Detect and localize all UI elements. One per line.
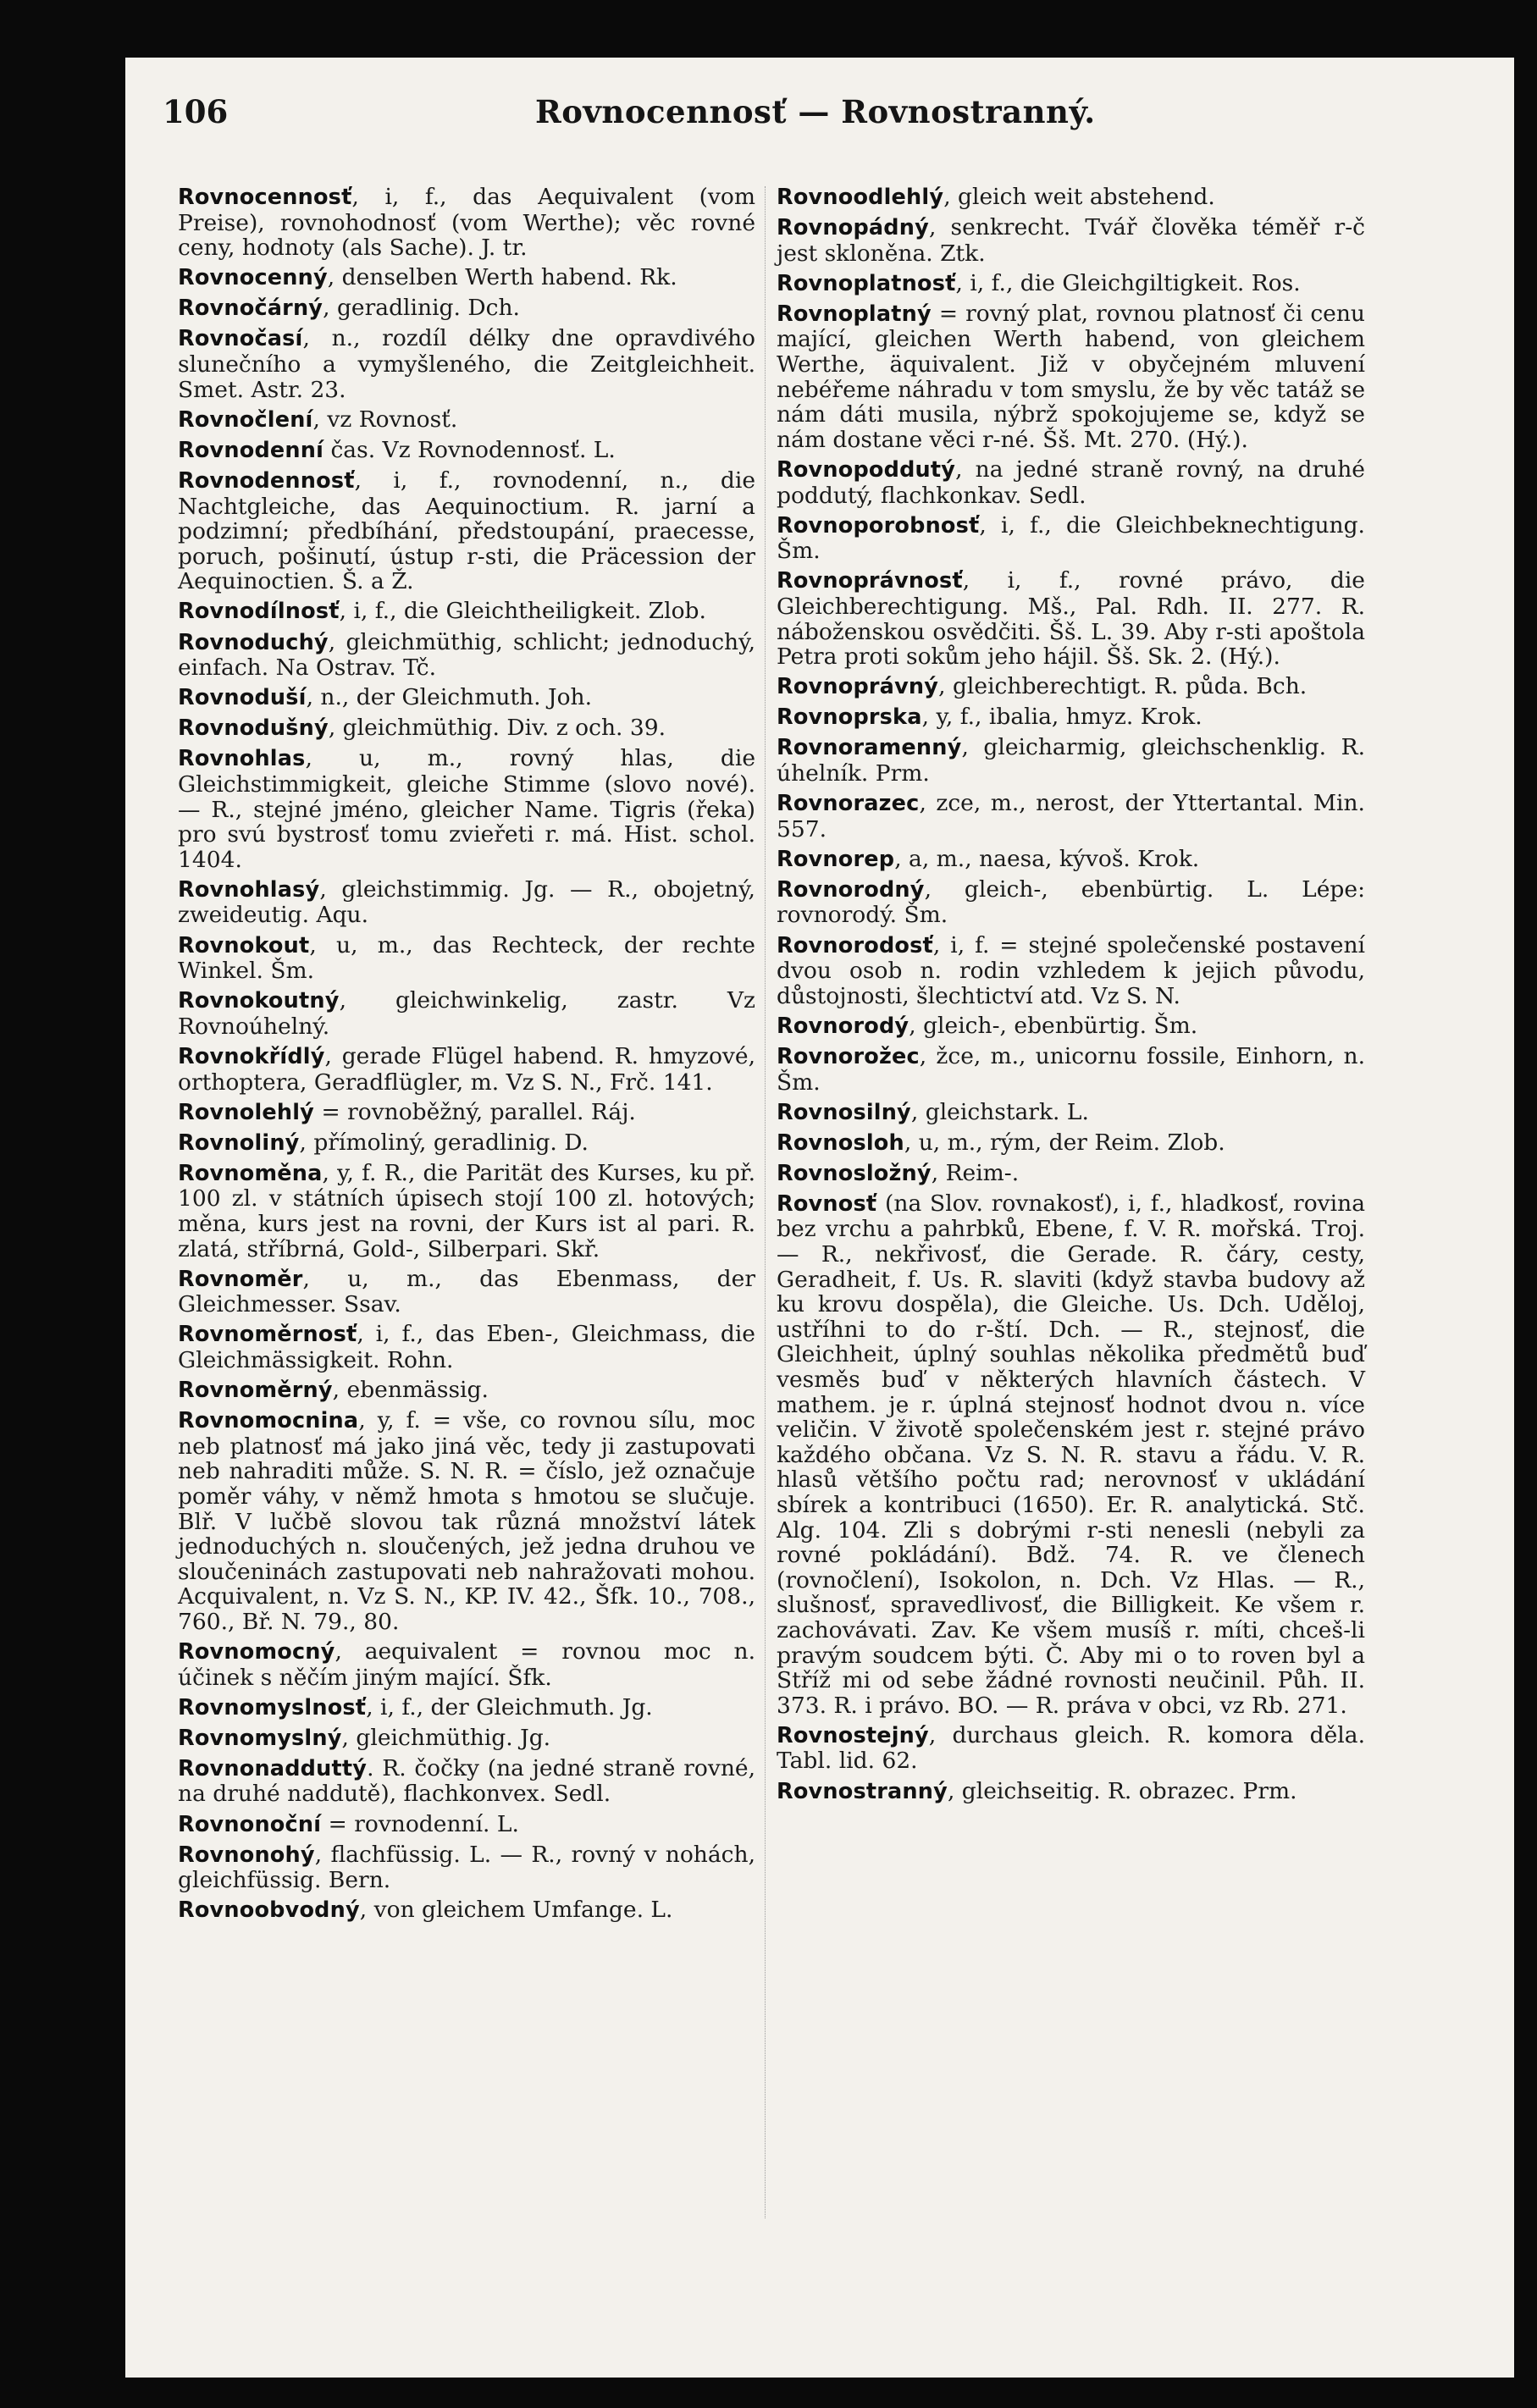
entry-headword: Rovnoprska <box>777 704 922 731</box>
dictionary-entry <box>777 271 1365 297</box>
dictionary-entry <box>777 1044 1365 1095</box>
entry-definition: , gleichmüthig. Jg. <box>341 1724 551 1751</box>
entry-headword: Rovnosložný <box>777 1160 932 1186</box>
entry-definition: , i, f., die Gleichtheiligkeit. Zlob. <box>339 598 706 625</box>
dictionary-entry <box>777 185 1365 211</box>
dictionary-entry <box>178 1378 755 1404</box>
dictionary-entry <box>178 185 755 261</box>
entry-definition: , i, f., rovnodenní, n., die Nachtgleiche, das Aequinoctium. R. jarní a podzimní; předbíhání, předstoupání, praecesse, poruch, pošinutí, ústup r-sti, die Präcession der Aequinoctien. Š. a Ž. <box>178 467 755 595</box>
entry-definition: , vz Rovnosť. <box>312 406 458 433</box>
dictionary-entry <box>178 685 755 711</box>
entry-definition: , zce, m., nerost, der Yttertantal. Min. 557. <box>777 790 1365 842</box>
entry-headword: Rovnorodosť <box>777 932 933 958</box>
dictionary-entry <box>178 1267 755 1317</box>
dictionary-entry <box>178 326 755 402</box>
dictionary-entry <box>777 791 1365 842</box>
dictionary-entry <box>178 1695 755 1721</box>
dictionary-entry <box>178 1842 755 1893</box>
dictionary-entry <box>178 265 755 291</box>
entry-headword: Rovnorožec <box>777 1043 920 1069</box>
entry-definition: , přímoliný, geradlinig. D. <box>299 1129 589 1156</box>
entry-definition: , i, f., der Gleichmuth. Jg. <box>366 1693 653 1720</box>
entry-headword: Rovnorodý <box>777 1013 909 1039</box>
entry-headword: Rovnoprávnosť <box>777 568 963 594</box>
dictionary-entry <box>178 1639 755 1690</box>
entry-definition: , flachfüssig. L. — R., rovný v nohách, gleichfüssig. Bern. <box>178 1841 755 1894</box>
entry-definition: , žce, m., unicornu fossile, Einhorn, n. Šm. <box>777 1042 1365 1096</box>
entry-headword: Rovnoplatnosť <box>777 270 956 296</box>
entry-headword: Rovnoprávný <box>777 674 939 700</box>
entry-headword: Rovnočasí <box>178 326 303 352</box>
entry-definition: , i, f., das Eben-, Gleichmass, die Gleichmässigkeit. Rohn. <box>178 1321 755 1373</box>
entry-headword: Rovnoobvodný <box>178 1897 360 1924</box>
dictionary-entry <box>777 1779 1365 1805</box>
entry-headword: Rovnocennosť <box>178 185 352 210</box>
dictionary-entry <box>777 735 1365 786</box>
dictionary-entry <box>777 215 1365 266</box>
entry-definition: , gleich weit abstehend. <box>943 184 1215 210</box>
entry-headword: Rovnočárný <box>178 295 323 322</box>
dictionary-entry <box>777 877 1365 928</box>
dictionary-entry <box>777 1191 1365 1718</box>
entry-headword: Rovnoměrnosť <box>178 1322 357 1348</box>
entry-headword: Rovnokout <box>178 932 310 958</box>
dictionary-entry <box>178 599 755 625</box>
entry-definition: , i, f., die Gleichbeknechtigung. Šm. <box>777 511 1365 565</box>
entry-headword: Rovnostranný <box>777 1778 948 1804</box>
dictionary-entry <box>178 1044 755 1095</box>
dictionary-entry <box>178 988 755 1039</box>
entry-headword: Rovnoliný <box>178 1129 300 1156</box>
entry-headword: Rovnokřídlý <box>178 1043 325 1069</box>
entry-definition: , n., der Gleichmuth. Joh. <box>306 684 593 711</box>
entry-headword: Rovnodenní <box>178 437 324 463</box>
entry-headword: Rovnokoutný <box>178 988 340 1014</box>
entry-headword: Rovnomyslný <box>178 1725 342 1751</box>
entry-headword: Rovnonadduttý <box>178 1755 368 1781</box>
entry-headword: Rovnosloh <box>777 1129 904 1156</box>
entry-definition: = rovný plat, rovnou platnosť či cenu mající, gleichen Werth habend, von gleichem Werthe, äquivalent. Již v obyčejném mluvení nebéřeme náhradu v tom smyslu, že by věc tatáž se nám dáti musila, nýbrž spokojujeme se, když se nám dostane věci r-né. Šš. Mt. 270. (Hý.). <box>777 300 1365 453</box>
entry-definition: = rovnoběžný, parallel. Ráj. <box>314 1098 636 1125</box>
dictionary-entry <box>777 1013 1365 1040</box>
dictionary-entry <box>777 847 1365 873</box>
dictionary-entry <box>178 746 755 872</box>
entry-definition: , ebenmässig. <box>332 1377 489 1404</box>
right-column <box>777 185 1365 1809</box>
entry-headword: Rovnoramenný <box>777 735 962 761</box>
entry-definition: (na Slov. rovnakosť), i, f., hladkosť, rovina bez vrchu a pahrbků, Ebene, f. V. R. mořská. Troj. — R., nekřivosť, die Gerade. R. čáry, cesty, Geradheit, f. Us. R. slaviti (když stavba budovy až ku krovu dospěla), die Gleiche. Us. Dch. Uděloj, ustříhni to do r-ští. Dch. — R., stejnosť, die Gleichheit, úplný souhlas několika předmětů buď vesměs buď v některých hlavních částech. V mathem. je r. úplná stejnosť hodnot dvou n. více veličin. V životě společenském jest r. stejné právo každého občana. Vz S. N. R. stavu a řádu. V. R. hlasů většího počtu rad; nerovnosť v ukládání sbírek a kontribuci (1650). Er. R. analytická. Stč. Alg. 104. Zli s dobrými r-sti nenesli (nebyli za rovné pokládání). Bdž. 74. R. ve členech (rovnočlení), Isokolon, n. Dch. Vz Hlas. — R., slušnosť, spravedlivosť, die Billigkeit. Ke všem r. zachovávati. Zav. Ke všem musíš r. míti, chceš-li pravým soudcem býti. Č. Aby mi o to roven byl a Stříž mi od sebe žádné rovnosti neučinil. Půh. II. 373. R. i právo. BO. — R. práva v obci, vz Rb. 271. <box>777 1190 1365 1719</box>
dictionary-entry <box>178 1756 755 1807</box>
entry-headword: Rovnopoddutý <box>777 456 956 483</box>
entry-headword: Rovnolehlý <box>178 1099 315 1125</box>
running-head: Rovnocennosť — Rovnostranný. <box>535 93 1096 130</box>
dictionary-entry <box>178 1408 755 1634</box>
dictionary-entry <box>777 568 1365 669</box>
entry-headword: Rovnomocný <box>178 1638 335 1665</box>
dictionary-entry <box>777 1100 1365 1126</box>
entry-headword: Rovnorazec <box>777 791 920 817</box>
entry-headword: Rovnostejný <box>777 1722 929 1748</box>
entry-headword: Rovnohlasý <box>178 876 320 903</box>
dictionary-entry <box>178 630 755 681</box>
entry-definition: , gleichmüthig, schlicht; jednoduchý, einfach. Na Ostrav. Tč. <box>178 628 755 682</box>
entry-headword: Rovnorep <box>777 846 895 872</box>
entry-headword: Rovnomocnina <box>178 1408 359 1434</box>
dictionary-entry <box>178 715 755 742</box>
entry-definition: , gleichberechtigt. R. půda. Bch. <box>938 673 1308 700</box>
entry-headword: Rovnoměr <box>178 1266 303 1292</box>
entry-definition: , gleichstimmig. Jg. — R., obojetný, zweideutig. Aqu. <box>178 875 755 929</box>
entry-headword: Rovnočlení <box>178 406 313 433</box>
entry-definition: , geradlinig. Dch. <box>323 295 520 322</box>
entry-headword: Rovnorodný <box>777 876 925 903</box>
entry-definition: , gerade Flügel habend. R. hmyzové, orthoptera, Geradflügler, m. Vz S. N., Frč. 141. <box>178 1042 755 1096</box>
entry-definition: . R. čočky (na jedné straně rovné, na druhé naddutě), flachkonvex. Sedl. <box>178 1754 755 1808</box>
entry-definition: , n., rozdíl délky dne opravdivého slunečního a vymyšleného, die Zeitgleichheit. Smet. Astr. 23. <box>178 325 755 403</box>
dictionary-entry <box>178 1726 755 1752</box>
entry-definition: , aequivalent = rovnou moc n. účinek s něčím jiným mající. Šfk. <box>178 1638 755 1691</box>
entry-headword: Rovnoduší <box>178 685 307 711</box>
dictionary-entry <box>178 1130 755 1157</box>
entry-definition: , gleichmüthig. Div. z och. 39. <box>328 715 666 742</box>
entry-definition: , y, f. R., die Parität des Kurses, ku př. 100 zl. v státních úpisech stojí 100 zl. hotových; měna, kurs jest na rovni, der Kurs ist al pari. R. zlatá, stříbrná, Gold-, Silberpari. Skř. <box>178 1159 755 1262</box>
entry-definition: , Reim-. <box>931 1159 1020 1186</box>
column-divider <box>765 186 766 2218</box>
dictionary-entry <box>178 877 755 928</box>
dictionary-entry <box>178 1100 755 1126</box>
entry-definition: , u, m., das Ebenmass, der Gleichmesser. Ssav. <box>178 1265 755 1318</box>
entry-headword: Rovnosilný <box>777 1099 911 1125</box>
dictionary-entry <box>178 933 755 984</box>
entry-definition: , gleicharmig, gleichschenklig. R. úhelník. Prm. <box>777 734 1365 787</box>
left-column <box>178 185 755 1928</box>
dictionary-entry <box>178 468 755 594</box>
dictionary-entry <box>777 1723 1365 1774</box>
dictionary-entry <box>777 933 1365 1009</box>
entry-headword: Rovnonohý <box>178 1842 315 1868</box>
entry-definition: , gleich-, ebenbürtig. L. Lépe: rovnorodý. Šm. <box>777 875 1365 929</box>
entry-definition: , durchaus gleich. R. komora děla. Tabl. lid. 62. <box>777 1721 1365 1775</box>
dictionary-entry <box>178 407 755 434</box>
dictionary-entry <box>777 1161 1365 1187</box>
entry-headword: Rovnopádný <box>777 215 929 241</box>
entry-definition: , u, m., rovný hlas, die Gleichstimmigkeit, gleiche Stimme (slovo nové). — R., stejné jméno, gleicher Name. Tigris (řeka) pro svú bystrosť tomu zvieřeti r. má. Hist. schol. 1404. <box>178 745 755 873</box>
entry-headword: Rovnoduchý <box>178 629 329 655</box>
entry-definition: , i, f., das Aequivalent (vom Preise), rovnohodnosť (vom Werthe); věc rovné ceny, hodnoty (als Sache). J. tr. <box>178 184 755 262</box>
entry-headword: Rovnohlas <box>178 746 306 772</box>
entry-definition: , y, f. = vše, co rovnou sílu, moc neb platnosť má jako jiná věc, tedy ji zastupovati neb nahraditi může. S. N. R. = číslo, jež označuje poměr váhy, v němž hmota s hmotou se slučuje. Blř. V lučbě slovou tak různá množství látek jednoduchých n. sloučených, jež jedna druhou ve sloučeninách zastupovati neb nahražovati mohou. Acquivalent, n. Vz S. N., KP. IV. 42., Šfk. 10., 708., 760., Bř. N. 79., 80. <box>178 1407 755 1635</box>
dictionary-entry <box>777 513 1365 564</box>
dictionary-entry <box>178 1322 755 1372</box>
entry-definition: čas. Vz Rovnodennosť. L. <box>323 436 616 463</box>
entry-headword: Rovnoměrný <box>178 1378 333 1404</box>
dictionary-entry <box>178 1161 755 1262</box>
entry-definition: = rovnodenní. L. <box>321 1810 519 1837</box>
entry-definition: , denselben Werth habend. Rk. <box>327 264 677 291</box>
entry-headword: Rovnoodlehlý <box>777 185 944 210</box>
entry-definition: , u, m., das Rechteck, der rechte Winkel. Šm. <box>178 931 755 985</box>
entry-headword: Rovnodílnosť <box>178 599 340 625</box>
dictionary-entry <box>777 457 1365 508</box>
entry-definition: , gleichwinkelig, zastr. Vz Rovnoúhelný. <box>178 987 755 1040</box>
page-number: 106 <box>163 93 229 130</box>
entry-definition: , von gleichem Umfange. L. <box>359 1897 673 1924</box>
entry-headword: Rovnosť <box>777 1190 877 1217</box>
entry-headword: Rovnodennosť <box>178 467 355 494</box>
entry-definition: , gleichseitig. R. obrazec. Prm. <box>947 1777 1297 1804</box>
entry-definition: , i, f., die Gleichgiltigkeit. Ros. <box>955 269 1301 296</box>
entry-definition: , senkrecht. Tvář člověka téměř r-č jest skloněna. Ztk. <box>777 214 1365 267</box>
dictionary-entry <box>178 1897 755 1924</box>
entry-definition: , u, m., rým, der Reim. Zlob. <box>904 1129 1225 1156</box>
entry-headword: Rovnoměna <box>178 1160 323 1186</box>
entry-headword: Rovnoporobnosť <box>777 512 980 538</box>
dictionary-entry <box>777 301 1365 453</box>
dictionary-entry <box>178 1812 755 1838</box>
entry-headword: Rovnonoční <box>178 1811 322 1837</box>
dictionary-entry <box>777 1130 1365 1157</box>
entry-definition: , gleich-, ebenbürtig. Šm. <box>909 1012 1198 1039</box>
dictionary-entry <box>178 295 755 322</box>
entry-definition: , a, m., naesa, kývoš. Krok. <box>894 845 1200 872</box>
dictionary-entry <box>178 438 755 464</box>
entry-headword: Rovnodušný <box>178 715 329 742</box>
dictionary-entry <box>777 674 1365 700</box>
entry-definition: , i, f. = stejné společenské postavení dvou osob n. rodin vzhledem k jejich původu, důstojnosti, šlechtictví atd. Vz S. N. <box>777 931 1365 1009</box>
entry-definition: , gleichstark. L. <box>910 1098 1089 1125</box>
page-header <box>163 85 1416 144</box>
entry-headword: Rovnoplatný <box>777 301 932 327</box>
dictionary-entry <box>777 704 1365 731</box>
entry-definition: , y, f., ibalia, hmyz. Krok. <box>921 704 1203 731</box>
entry-definition: , i, f., rovné právo, die Gleichberechtigung. Mš., Pal. Rdh. II. 277. R. náboženskou osvědčiti. Šš. L. 39. Aby r-sti apoštola Petra proti sokům jeho hájil. Šš. Sk. 2. (Hý.). <box>777 567 1365 671</box>
entry-definition: , na jedné straně rovný, na druhé poddutý, flachkonkav. Sedl. <box>777 456 1365 509</box>
entry-headword: Rovnocenný <box>178 265 328 291</box>
entry-headword: Rovnomyslnosť <box>178 1694 367 1720</box>
